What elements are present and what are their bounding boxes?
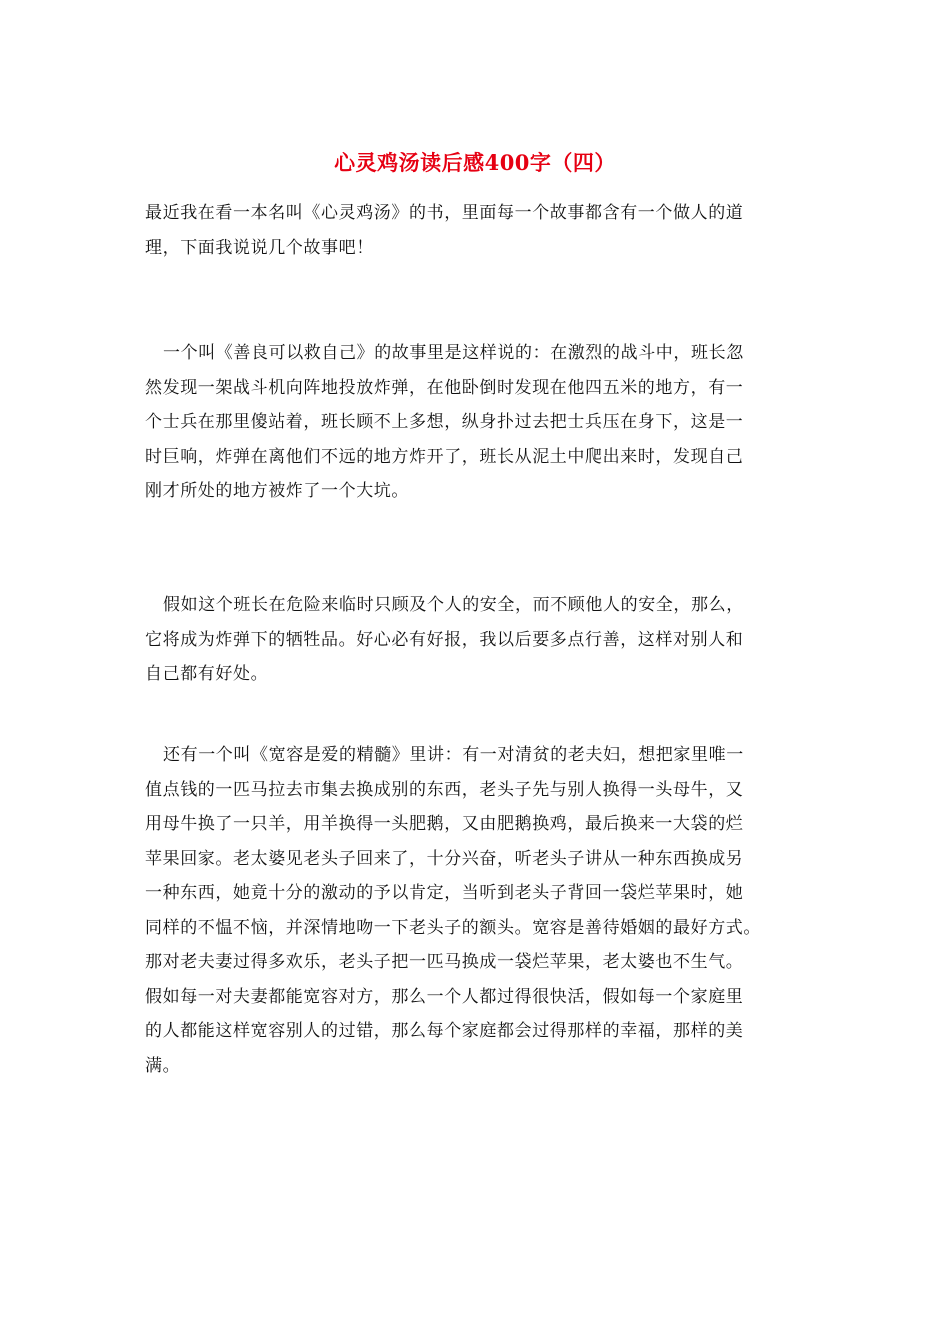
text-line: 假如每一对夫妻都能宽容对方，那么一个人都过得很快活，假如每一个家庭里 [145, 986, 744, 1007]
text-line: 还有一个叫《宽容是爱的精髓》里讲：有一对清贫的老夫妇，想把家里唯一 [163, 745, 744, 765]
text-line: 的人都能这样宽容别人的过错，那么每个家庭都会过得那样的幸福，那样的美 [145, 1021, 744, 1041]
text-line: 用母牛换了一只羊，用羊换得一头肥鹅，又由肥鹅换鸡，最后换来一大袋的烂 [145, 814, 744, 834]
text-line: 假如这个班长在危险来临时只顾及个人的安全，而不顾他人的安全，那么， [163, 595, 744, 615]
text-line: 自己都有好处。 [145, 664, 269, 684]
text-line: 然发现一架战斗机向阵地投放炸弹，在他卧倒时发现在他四五米的地方，有一 [145, 377, 744, 398]
text-line: 苹果回家。老太婆见老头子回来了，十分兴奋，听老头子讲从一种东西换成另 [145, 848, 744, 869]
text-line: 刚才所处的地方被炸了一个大坑。 [145, 481, 409, 501]
paragraph-reflection-kindness [145, 588, 805, 692]
paragraph-story-kindness [145, 336, 805, 509]
text-line: 它将成为炸弹下的牺牲品。好心必有好报，我以后要多点行善，这样对别人和 [145, 629, 744, 650]
paragraph-story-tolerance [145, 738, 805, 1083]
paragraph-intro [145, 196, 805, 265]
text-line: 一个叫《善良可以救自己》的故事里是这样说的：在激烈的战斗中，班长忽 [163, 343, 744, 363]
text-line: 同样的不愠不恼，并深情地吻一下老头子的额头。宽容是善待婚姻的最好方式。 [145, 917, 761, 938]
text-line: 理，下面我说说几个故事吧！ [145, 237, 374, 258]
text-line: 最近我在看一本名叫《心灵鸡汤》的书，里面每一个故事都含有一个做人的道 [145, 203, 744, 223]
document-title: 心灵鸡汤读后感400字（四） [334, 150, 616, 175]
text-line: 满。 [145, 1055, 181, 1076]
text-line: 值点钱的一匹马拉去市集去换成别的东西，老头子先与别人换得一头母牛，又 [145, 779, 744, 800]
text-line: 时巨响，炸弹在离他们不远的地方炸开了，班长从泥土中爬出来时，发现自己 [145, 446, 744, 467]
text-line: 一种东西，她竟十分的激动的予以肯定，当听到老头子背回一袋烂苹果时，她 [145, 883, 744, 903]
text-line: 个士兵在那里傻站着，班长顾不上多想，纵身扑过去把士兵压在身下，这是一 [145, 412, 744, 432]
text-line: 那对老夫妻过得多欢乐，老头子把一匹马换成一袋烂苹果，老太婆也不生气。 [145, 952, 744, 972]
